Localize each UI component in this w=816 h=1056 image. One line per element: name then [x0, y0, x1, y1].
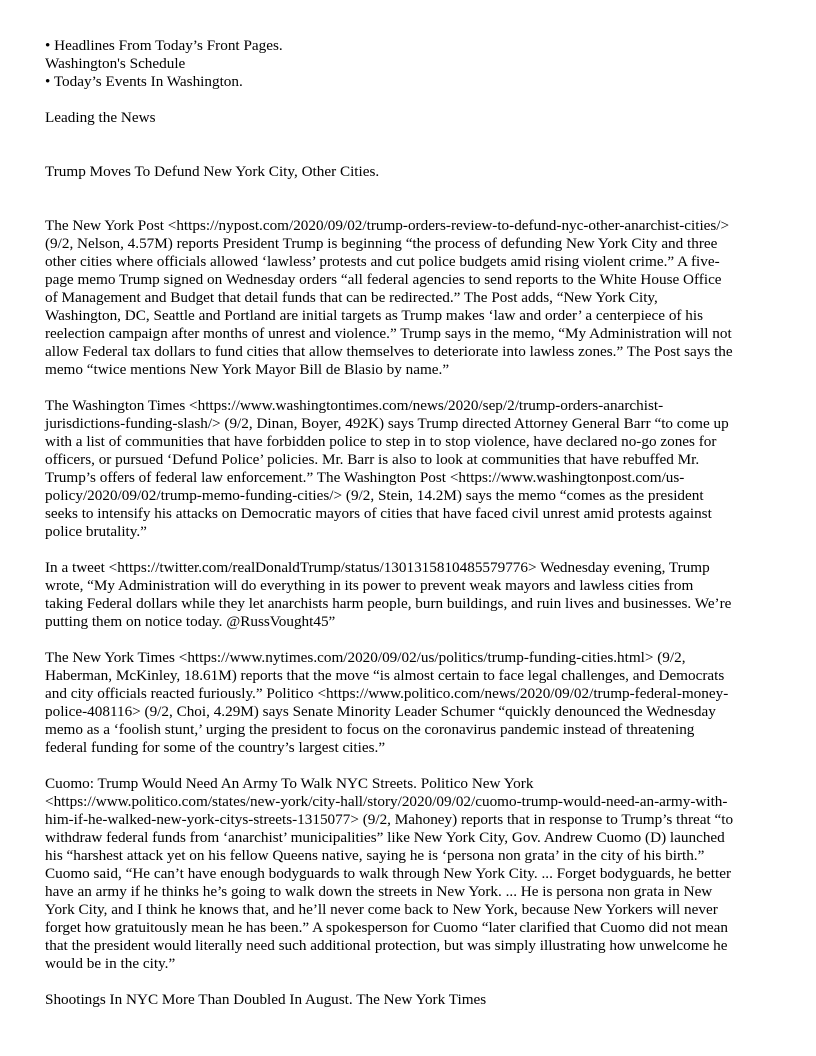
paragraph-line: forget how gratuitously mean he has been.” A spokesperson for Cuomo “later clarified that Cuomo did not mean — [45, 919, 728, 936]
paragraph-line: wrote, “My Administration will do everything in its power to prevent weak mayors and lawless cities from — [45, 577, 694, 594]
paragraph-line: jurisdictions-funding-slash/> (9/2, Dinan, Boyer, 492K) says Trump directed Attorney General Barr “to come up — [45, 415, 729, 432]
nav-item-events[interactable]: • Today’s Events In Washington. — [45, 73, 243, 90]
paragraph-line: other cities where officials allowed ‘lawless’ protests and cut police budgets amid rising violent crime.” A five- — [45, 253, 720, 270]
paragraph-line: allow Federal tax dollars to fund cities that allow themselves to deteriorate into lawless zones.” The Post says the — [45, 343, 733, 360]
paragraph-line: The Washington Times <https://www.washingtontimes.com/news/2020/sep/2/trump-orders-anarchist- — [45, 397, 664, 414]
paragraph-line: with a list of communities that have forbidden police to step in to stop violence, have declared no-go zones for — [45, 433, 717, 450]
spacer — [45, 91, 780, 109]
paragraph-line: Cuomo: Trump Would Need An Army To Walk NYC Streets. Politico New York — [45, 775, 534, 792]
paragraph — [45, 991, 780, 1009]
paragraph-line: policy/2020/09/02/trump-memo-funding-cities/> (9/2, Stein, 14.2M) says the memo “comes as the president — [45, 487, 704, 504]
paragraph-line: reelection campaign after months of unrest and violence.” Trump says in the memo, “My Administration will not — [45, 325, 732, 342]
paragraph-line: (9/2, Nelson, 4.57M) reports President Trump is beginning “the process of defunding New York City and three — [45, 235, 718, 252]
paragraph — [45, 217, 780, 379]
paragraph-line: page memo Trump signed on Wednesday orders “all federal agencies to send reports to the White House Office — [45, 271, 722, 288]
paragraph — [45, 397, 780, 541]
paragraph-line: withdraw federal funds from ‘anarchist’ municipalities” like New York City, Gov. Andrew Cuomo (D) launched — [45, 829, 725, 846]
paragraph-line: <https://www.politico.com/states/new-york/city-hall/story/2020/09/02/cuomo-trump-would-need-an-army-with- — [45, 793, 728, 810]
section-title: Leading the News — [45, 109, 156, 126]
paragraph-line: Trump’s offers of federal law enforcement.” The Washington Post <https://www.washingtonpost.com/us- — [45, 469, 685, 486]
paragraph-line: police brutality.” — [45, 523, 147, 540]
nav-item-schedule[interactable]: Washington's Schedule — [45, 55, 186, 72]
paragraph-line: would be in the city.” — [45, 955, 176, 972]
paragraph-line: Haberman, McKinley, 18.61M) reports that the move “is almost certain to face legal challenges, and Democrats — [45, 667, 725, 684]
spacer — [45, 181, 780, 217]
paragraph-line: have an army if he thinks he’s going to walk down the streets in New York. ... He is persona non grata in New — [45, 883, 713, 900]
paragraph — [45, 775, 780, 973]
paragraph-line: The New York Times <https://www.nytimes.com/2020/09/02/us/politics/trump-funding-cities.html> (9/2, — [45, 649, 686, 666]
paragraph-line: taking Federal dollars while they let anarchists harm people, burn buildings, and ruin lives and businesses. We’re — [45, 595, 732, 612]
paragraph-line: seeks to intensify his attacks on Democratic mayors of cities that have faced civil unrest amid protests against — [45, 505, 712, 522]
story-title: Trump Moves To Defund New York City, Other Cities. — [45, 163, 380, 180]
paragraph-line: of Management and Budget that detail funds that can be redirected.” The Post adds, “New York City, — [45, 289, 658, 306]
paragraph-line: police-408116> (9/2, Choi, 4.29M) says Senate Minority Leader Schumer “quickly denounced the Wednesday — [45, 703, 716, 720]
document-page — [45, 37, 780, 1027]
paragraph-line: him-if-he-walked-new-york-citys-streets-1315077> (9/2, Mahoney) reports that in response to Trump’s threat “to — [45, 811, 734, 828]
paragraph-line: officers, or pursued ‘Defund Police’ policies. Mr. Barr is also to look at communities that have rebuffed Mr. — [45, 451, 700, 468]
paragraph-line: The New York Post <https://nypost.com/2020/09/02/trump-orders-review-to-defund-nyc-other-anarchist-cities/> — [45, 217, 730, 234]
paragraph-line: putting them on notice today. @RussVought45” — [45, 613, 336, 630]
paragraph-line: and city officials reacted furiously.” Politico <https://www.politico.com/news/2020/09/02/trump-federal-money- — [45, 685, 729, 702]
paragraph-line: Shootings In NYC More Than Doubled In August. The New York Times — [45, 991, 487, 1008]
paragraph-line: memo as a ‘foolish stunt,’ urging the president to focus on the coronavirus pandemic instead of threatening — [45, 721, 695, 738]
paragraph-line: that the president would literally need such additional protection, but was simply illustrating how unwelcome he — [45, 937, 728, 954]
paragraph-line: York City, and I think he knows that, and he’ll never come back to New York, because New Yorkers will never — [45, 901, 718, 918]
paragraph-line: Cuomo said, “He can’t have enough bodyguards to walk through New York City. ... Forget bodyguards, he better — [45, 865, 732, 882]
paragraph-line: memo “twice mentions New York Mayor Bill de Blasio by name.” — [45, 361, 450, 378]
nav-list — [45, 37, 780, 91]
article-body — [45, 217, 780, 1009]
paragraph — [45, 559, 780, 631]
paragraph-line: Washington, DC, Seattle and Portland are initial targets as Trump makes ‘law and order’ a centerpiece of his — [45, 307, 703, 324]
paragraph-line: In a tweet <https://twitter.com/realDonaldTrump/status/1301315810485579776> Wednesday evening, Trump — [45, 559, 710, 576]
paragraph-line: federal funding for some of the country’s largest cities.” — [45, 739, 386, 756]
paragraph — [45, 649, 780, 757]
spacer — [45, 127, 780, 163]
nav-item-headlines[interactable]: • Headlines From Today’s Front Pages. — [45, 37, 283, 54]
paragraph-line: his “harshest attack yet on his fellow Queens native, saying he is ‘persona non grata’ in the city of his birth.” — [45, 847, 705, 864]
